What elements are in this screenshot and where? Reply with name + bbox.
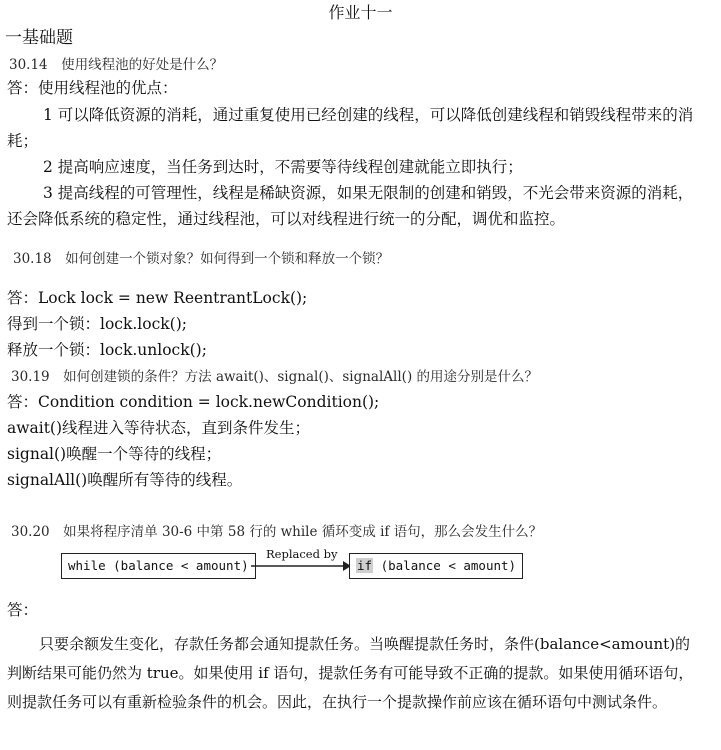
answer-30-14-point-3: 3 提高线程的可管理性，线程是稀缺资源，如果无限制的创建和销毁，不光会带来资源的消耗，还会降低系统的稳定性，通过线程池，可以对线程进行统一的分配，调优和监控。 xyxy=(7,184,694,228)
replaced-by-arrow-icon xyxy=(251,557,351,573)
answer-30-19-condition: 答：Condition condition = lock.newCondition(); xyxy=(7,393,380,411)
answer-30-14-point-1: 1 可以降低资源的消耗，通过重复使用已经创建的线程，可以降低创建线程和销毁线程带来的消耗； xyxy=(7,106,694,150)
answer-30-19-await: await()线程进入等待状态，直到条件发生； xyxy=(7,419,311,437)
question-30-19: 30.19 如何创建锁的条件？方法 await()、signal()、signalAll() 的用途分别是什么？ xyxy=(11,369,539,385)
answer-30-18-create: 答：Lock lock = new ReentrantLock(); xyxy=(7,289,308,307)
code-box-if xyxy=(349,553,523,579)
replaced-by-label: Replaced by xyxy=(266,547,338,561)
question-30-18: 30.18 如何创建一个锁对象？如何得到一个锁和释放一个锁？ xyxy=(13,251,390,267)
answer-30-14-point-2: 2 提高响应速度，当任务到达时，不需要等待线程创建就能立即执行； xyxy=(43,158,523,176)
if-condition-text: (balance < amount) xyxy=(373,558,517,573)
code-box-while: while (balance < amount) xyxy=(61,553,256,579)
if-keyword-highlight: if xyxy=(357,558,373,573)
answer-30-14-intro: 答：使用线程池的优点： xyxy=(7,79,178,97)
answer-30-20-label: 答： xyxy=(7,601,39,619)
question-30-14: 30.14 使用线程池的好处是什么？ xyxy=(9,57,224,73)
question-30-20: 30.20 如果将程序清单 30-6 中第 58 行的 while 循环变成 if 语句，那么会发生什么？ xyxy=(11,524,543,540)
answer-30-18-acquire: 得到一个锁：lock.lock(); xyxy=(7,315,187,333)
section-heading: 一基础题 xyxy=(5,28,73,48)
answer-30-20-text: 只要余额发生变化，存款任务都会通知提款任务。当唤醒提款任务时，条件(balance<amount)的判断结果可能仍然为 true。如果使用 if 语句，提款任务有可能导致不正确的提款。如果使用循环语句，则提款任务可以有重新检验条件的机会。因此，在执行一个提款操作前应该在循环语句中测试条件。 xyxy=(7,635,694,711)
answer-30-19-signalall: signalAll()唤醒所有等待的线程。 xyxy=(7,471,243,489)
page-title: 作业十一 xyxy=(328,3,393,22)
answer-30-18-release: 释放一个锁：lock.unlock(); xyxy=(7,341,207,359)
answer-30-19-signal: signal()唤醒一个等待的线程； xyxy=(7,445,222,463)
